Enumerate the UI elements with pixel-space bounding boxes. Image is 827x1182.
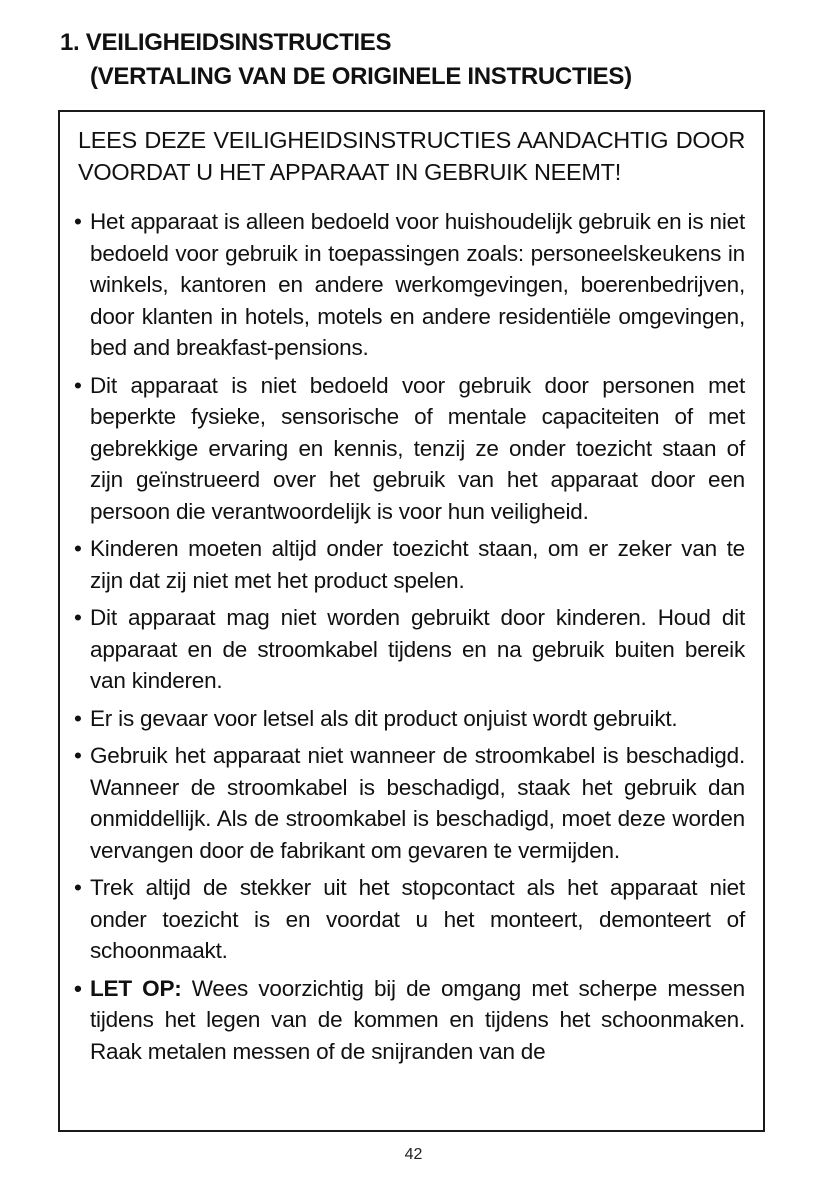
list-item-text: Trek altijd de stekker uit het stopcontact als het apparaat niet onder toezicht is en voordat u het monteert, demonteert of schoonmaakt. bbox=[90, 875, 745, 963]
list-item bbox=[74, 206, 745, 364]
bullet-icon: • bbox=[74, 605, 82, 630]
bullet-icon: • bbox=[74, 536, 82, 561]
list-item bbox=[74, 533, 745, 596]
bullet-icon: • bbox=[74, 209, 82, 234]
list-item-text: Gebruik het apparaat niet wanneer de stroomkabel is beschadigd. Wanneer de stroomkabel is beschadigd, staak het gebruik dan onmiddellijk. Als de stroomkabel is beschadigd, moet deze worden vervangen door de fabrikant om gevaren te vermijden. bbox=[90, 743, 745, 863]
warning-item bbox=[74, 973, 745, 1068]
heading-line-1: 1. VEILIGHEIDSINSTRUCTIES bbox=[60, 29, 392, 56]
bullet-icon: • bbox=[74, 743, 82, 768]
instructions-box bbox=[58, 110, 765, 1132]
warning-text: Wees voorzichtig bij de omgang met scherpe messen tijdens het legen van de kommen en tijdens het schoonmaken. Raak metalen messen of de snijranden van de bbox=[90, 975, 745, 1064]
bullet-icon: • bbox=[74, 372, 82, 398]
list-item-text: Dit apparaat is niet bedoeld voor gebruik door personen met beperkte fysieke, sensorische of mentale capaciteiten of met gebrekkige ervaring en kennis, tenzij ze onder toezicht staan of zijn geïnstrueerd over het gebruik van het apparaat door een persoon die verantwoordelijk is voor hun veiligheid. bbox=[90, 372, 745, 524]
section-heading bbox=[60, 26, 780, 94]
list-item-text: Kinderen moeten altijd onder toezicht staan, om er zeker van te zijn dat zij niet met het product spelen. bbox=[90, 536, 745, 593]
heading-line-2: (VERTALING VAN DE ORIGINELE INSTRUCTIES) bbox=[90, 63, 632, 90]
bullet-icon: • bbox=[74, 975, 82, 1001]
bullet-icon: • bbox=[74, 875, 82, 900]
list-item-text: Dit apparaat mag niet worden gebruikt door kinderen. Houd dit apparaat en de stroomkabel tijdens en na gebruik buiten bereik van kinderen. bbox=[90, 605, 745, 693]
page-number: 42 bbox=[404, 1146, 423, 1163]
list-item-text: Er is gevaar voor letsel als dit product onjuist wordt gebruikt. bbox=[90, 705, 678, 731]
list-item bbox=[74, 370, 745, 528]
list-item bbox=[74, 740, 745, 866]
intro-warning: LEES DEZE VEILIGHEIDSINSTRUCTIES AANDACHTIG DOOR VOORDAT U HET APPARAAT IN GEBRUIK NEEMT! bbox=[78, 127, 745, 185]
instruction-list bbox=[60, 206, 763, 1067]
list-item bbox=[74, 703, 745, 735]
bullet-icon: • bbox=[74, 705, 82, 731]
list-item bbox=[74, 872, 745, 967]
list-item bbox=[74, 602, 745, 697]
list-item-text: Het apparaat is alleen bedoeld voor huishoudelijk gebruik en is niet bedoeld voor gebruik in toepassingen zoals: personeelskeukens in winkels, kantoren en andere werkomgevingen, boerenbedrijven, door klanten in hotels, motels en andere residentiële omgevingen, bed and breakfast-pensions. bbox=[90, 209, 745, 360]
warning-lead: LET OP: bbox=[90, 975, 182, 1001]
